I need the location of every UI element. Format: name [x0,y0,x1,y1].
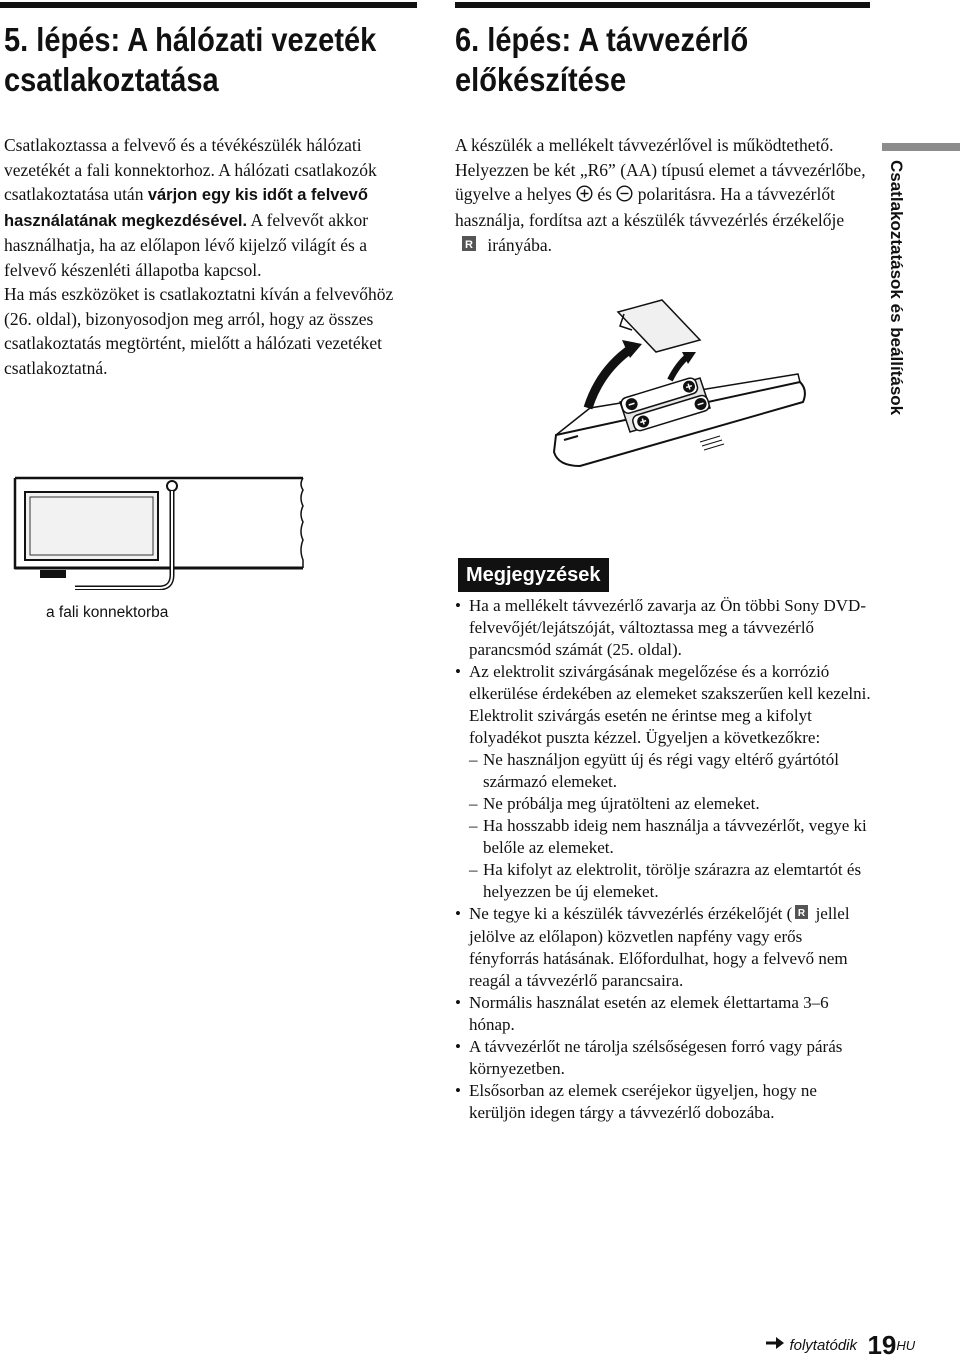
note-item: • Az elektrolit szivárgásának megelőzése és a korrózió elkerülése érdekében az elemeket szakszerűen kell kezelni. Elektrolit szivárgás esetén ne érintse meg a kifolyt folyadékot puszta kézzel. Ügyeljen a következőkre: [455,661,875,749]
recorder-illustration [0,470,310,590]
page-footer [765,1330,915,1361]
side-tab-label: Csatlakoztatások és beállítások [887,160,906,416]
left-header-rule [0,2,417,8]
left-section-title [4,20,376,100]
note-item: • Normális használat esetén az elemek élettartama 3–6 hónap. [455,992,875,1036]
notes-header: Megjegyzések [458,558,609,592]
left-p1-bold: várjon egy kis időt a felvevő használatának megkezdésével. [4,186,368,230]
remote-sensor-icon [794,904,809,926]
arrow-right-icon [765,1336,785,1355]
continued-label: folytatódik [789,1337,857,1354]
notes-list [455,595,875,1124]
left-p1-text-b: A felvevőt akkor használhatja, ha az előlapon lévő kijelző világít és a felvevő készenléti állapotba kapcsol. [4,209,369,280]
svg-text:R: R [465,239,473,252]
right-body [455,133,873,259]
note-3-text-a: Ne tegye ki a készülék távvezérlés érzékelőjét ( [469,904,793,923]
left-title-line1: 5. lépés: A hálózati vezeték [4,21,377,58]
right-p-text-b: polaritásra. Ha a távvezérlőt használja, fordítsa azt a készülék távvezérlés érzékelője [455,184,845,231]
right-p-text-a: A készülék a mellékelt távvezérlővel is működtethető. Helyezzen be két „R6” (AA) típusú elemet a távvezérlőbe, ügyelve a helyes [455,135,866,204]
remote-illustration [550,290,810,470]
side-tab-marker [882,143,960,151]
left-title-line2: csatlakoztatása [4,61,219,98]
page-number: 19 [867,1330,897,1360]
note-item: • Elsősorban az elemek cseréjekor ügyeljen, hogy ne kerüljön idegen tárgy a távvezérlő dobozába. [455,1080,875,1124]
note-subitem: – Ne próbálja meg újratölteni az elemeket. [455,793,875,815]
svg-text:R: R [798,908,806,920]
right-section-title [455,20,748,100]
left-p1-text-a: Csatlakoztassa a felvevő és a tévékészülék hálózati vezetékét a fali konnektorhoz. A hálózati csatlakozók csatlakoztatása után [4,135,377,204]
language-code: HU [896,1338,916,1353]
right-title-line2: előkészítése [455,61,627,98]
remote-figure [550,290,810,470]
note-item: • A távvezérlőt ne tárolja szélsőségesen forró vagy párás környezetben. [455,1036,875,1080]
left-body [4,133,416,380]
right-p-text-c: irányába. [483,234,552,255]
figure-caption: a fali konnektorba [46,604,169,621]
recorder-figure [0,470,310,590]
left-paragraph-2: Ha más eszközöket is csatlakoztatni kíván a felvevőhöz (26. oldal), bizonyosodjon meg arról, hogy az összes csatlakoztatás megtörtént, mielőtt a hálózati vezetéket csatlakoztatná. [4,284,394,378]
note-subitem: – Ha kifolyt az elektrolit, törölje szárazra az elemtartót és helyezzen be új elemeket. [455,859,875,903]
left-paragraph-1 [4,133,416,282]
right-p-and: és [593,184,617,204]
minus-circle-icon [616,184,633,209]
right-paragraph [455,133,873,259]
note-subitem: – Ha hosszabb ideig nem használja a távvezérlőt, vegye ki belőle az elemeket. [455,815,875,859]
note-item [455,903,875,992]
right-header-rule [455,2,870,8]
note-3-text-b: jellel jelölve az előlapon) közvetlen napfény vagy erős fényforrás hatásának. Előfordulhat, hogy a felvevő nem reagál a távvezérlő parancsaira. [469,904,850,991]
note-subitem: – Ne használjon együtt új és régi vagy eltérő gyártótól származó elemeket. [455,749,875,793]
plus-circle-icon [576,184,593,209]
remote-sensor-icon [461,234,477,259]
right-title-line1: 6. lépés: A távvezérlő [455,21,749,58]
note-item: • Ha a mellékelt távvezérlő zavarja az Ön többi Sony DVD-felvevőjét/lejátszóját, változtassa meg a távvezérlő parancsmód számát (25. oldal). [455,595,875,661]
